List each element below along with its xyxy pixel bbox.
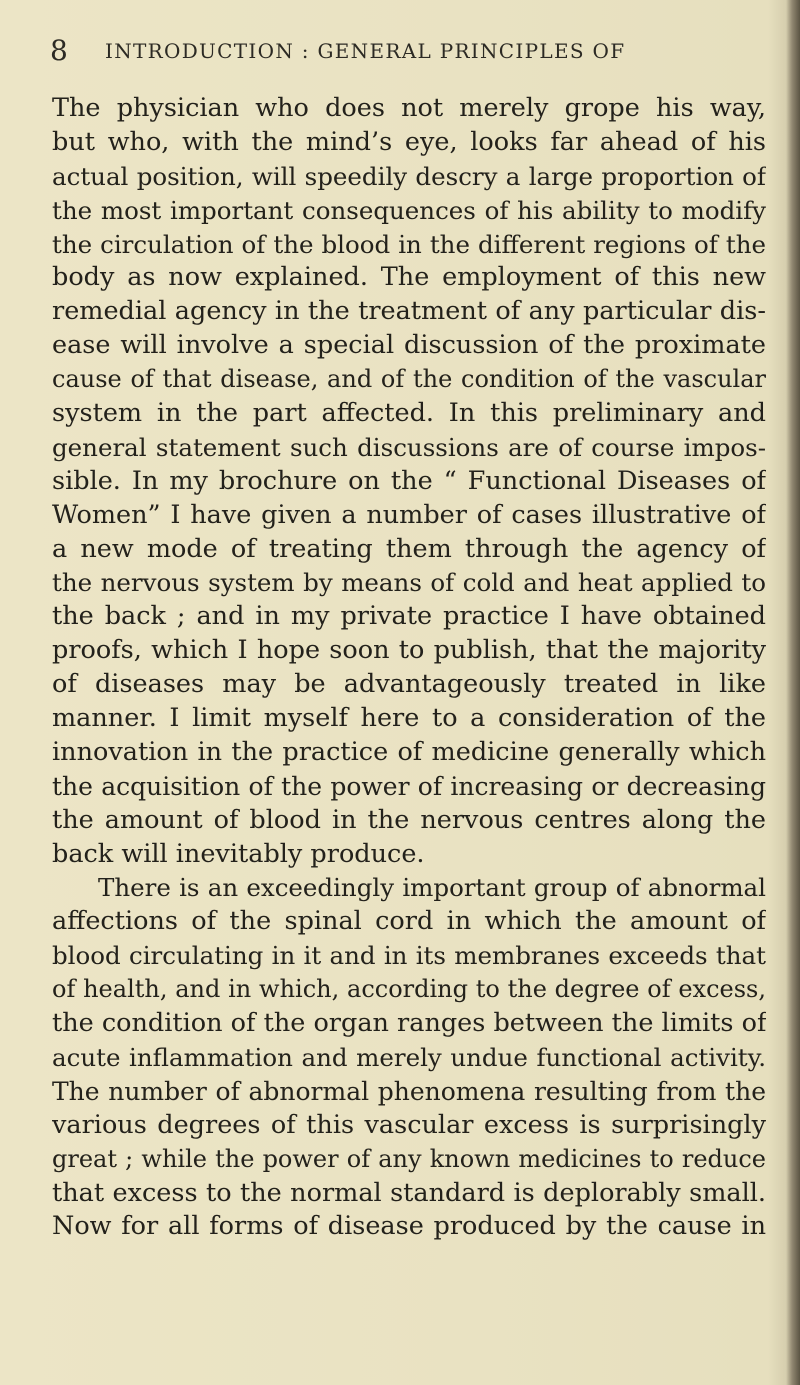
page-edge-shadow (786, 0, 800, 1385)
text-line: The number of abnormal phenomena resulting from the (52, 1076, 766, 1106)
text-line: system in the part affected. In this preliminary and (52, 398, 766, 429)
text-line: of health, and in which, according to the degree of excess, (52, 975, 766, 1004)
text-line: manner. I limit myself here to a consideration of the (52, 703, 766, 734)
text-line: back will inevitably produce. (52, 838, 425, 869)
text-line: Now for all forms of disease produced by the cause in (52, 1211, 766, 1242)
running-head (50, 30, 750, 70)
text-line: the back ; and in my private practice I have obtained (52, 601, 766, 632)
running-title: INTRODUCTION : GENERAL PRINCIPLES OF (105, 39, 626, 63)
text-line: general statement such discussions are of course impos- (52, 432, 766, 462)
text-line: cause of that disease, and of the condition of the vascular (52, 365, 766, 394)
text-line: affections of the spinal cord in which the amount of (52, 906, 766, 937)
text-line: innovation in the practice of medicine generally which (52, 736, 766, 767)
text-line: that excess to the normal standard is deplorably small. (52, 1177, 766, 1208)
text-line: blood circulating in it and in its membranes exceeds that (52, 941, 766, 971)
text-line: ease will involve a special discussion of the proximate (52, 330, 766, 361)
text-line: The physician who does not merely grope his way, (52, 93, 766, 123)
text-line: remedial agency in the treatment of any particular dis- (52, 296, 766, 327)
text-line: the acquisition of the power of increasing or decreasing (52, 771, 766, 801)
text-line: of diseases may be advantageously treated in like (52, 669, 766, 700)
text-line: the condition of the organ ranges between the limits of (52, 1008, 766, 1039)
text-line: the nervous system by means of cold and heat applied to (52, 568, 766, 598)
text-line: various degrees of this vascular excess is surprisingly (52, 1109, 766, 1140)
text-line: a new mode of treating them through the agency of (52, 533, 766, 564)
text-line: but who, with the mind’s eye, looks far ahead of his (52, 126, 766, 157)
text-line: Women” I have given a number of cases illustrative of (52, 499, 766, 530)
text-line: great ; while the power of any known medicines to reduce (52, 1144, 766, 1173)
paragraph-2 (52, 871, 766, 1244)
text-line: actual position, will speedily descry a large proportion of (52, 161, 766, 191)
text-line: proofs, which I hope soon to publish, that the majority (52, 635, 766, 666)
body-text (52, 92, 766, 1244)
paragraph-1 (52, 92, 766, 871)
text-line: the circulation of the blood in the different regions of the (52, 229, 766, 259)
text-line: acute inflammation and merely undue functional activity. (52, 1042, 766, 1072)
text-line: There is an exceedingly important group of abnormal (98, 873, 766, 903)
text-line: the amount of blood in the nervous centres along the (52, 804, 766, 835)
page-number: 8 (50, 34, 68, 67)
text-line: sible. In my brochure on the “ Functional Diseases of (52, 465, 766, 496)
text-line: body as now explained. The employment of this new (52, 262, 766, 293)
text-line: the most important consequences of his ability to modify (52, 195, 766, 225)
